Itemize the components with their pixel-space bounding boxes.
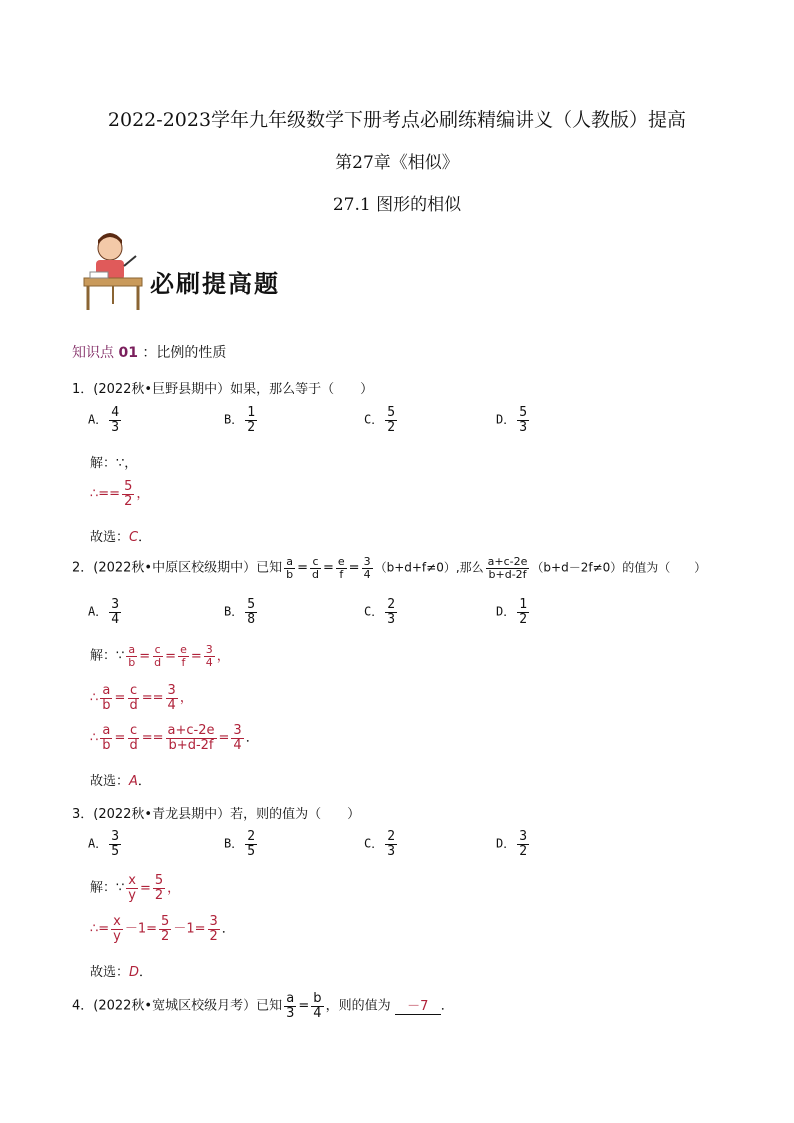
knowledge-point-heading	[72, 342, 226, 362]
q2-option-a[interactable]: A． $\frac{3}{4}$	[88, 597, 120, 627]
q3-option-c[interactable]: C． $\frac{2}{3}$	[364, 829, 396, 859]
q4-answer-blank[interactable]: －7	[395, 995, 441, 1015]
q1-option-d[interactable]: D． $\frac{5}{3}$	[496, 405, 528, 435]
banner-label: 必刷提高题	[150, 270, 280, 298]
chapter-title: 第27章《相似》	[335, 153, 459, 173]
student-at-desk-icon	[78, 226, 148, 316]
q1-option-a[interactable]: A． $\frac{4}{3}$	[88, 405, 120, 435]
q3-option-d[interactable]: D． $\frac{3}{2}$	[496, 829, 528, 859]
q2-answer: 故选：A．	[90, 774, 151, 789]
q3-solution-line2: ∴= $\frac{x}{y}$ －1= $\frac{5}{2}$ －1= $\frac{3}{2}$ ．	[90, 914, 235, 944]
document-title: 2022-2023学年九年级数学下册考点必刷练精编讲义（人教版）提高	[107, 109, 687, 131]
q4-stem: 4．(2022秋•宽城区校级月考）已知 $\frac{a}{3}$ = $\frac{b}{4}$ ，则的值为 －7 ．	[72, 991, 454, 1021]
q2-stem: 2．(2022秋•中原区校级期中）已知 $\frac{a}{b}$ = $\frac{c}{d}$ = $\frac{e}{f}$ = $\frac{3}{4}$ （b+d+f≠0）,那么 $\frac{a+c-2e}{b+d-2f}$ （b+d－2f≠0）的值为（ ）	[72, 555, 707, 581]
q1-option-c[interactable]: C． $\frac{5}{2}$	[364, 405, 396, 435]
q3-option-a[interactable]: A． $\frac{3}{5}$	[88, 829, 120, 859]
q3-answer: 故选：D．	[90, 965, 153, 980]
kp-number: 01	[118, 345, 138, 361]
q2-option-b[interactable]: B． $\frac{5}{8}$	[224, 597, 256, 627]
kp-name: ：比例的性质	[142, 345, 227, 361]
kp-label: 知识点	[72, 345, 114, 361]
q2-solution-line1: 解：∵ $\frac{a}{b}$ = $\frac{c}{d}$ = $\frac{e}{f}$ = $\frac{3}{4}$ ，	[90, 643, 230, 669]
q1-solution-line2: ∴== $\frac{5}{2}$ ，	[90, 479, 150, 509]
q3-solution-line1: 解：∵ $\frac{x}{y}$ = $\frac{5}{2}$ ，	[90, 873, 181, 903]
banner	[78, 226, 318, 316]
q1-answer: 故选：C．	[90, 530, 152, 545]
q1-option-b[interactable]: B． $\frac{1}{2}$	[224, 405, 256, 435]
q2-option-c[interactable]: C． $\frac{2}{3}$	[364, 597, 396, 627]
q2-option-d[interactable]: D． $\frac{1}{2}$	[496, 597, 528, 627]
q2-solution-line3: ∴ $\frac{a}{b}$ = $\frac{c}{d}$ == $\frac{a+c-2e}{b+d-2f}$ = $\frac{3}{4}$ ．	[90, 723, 259, 753]
q1-solution-line1: 解：∵，	[90, 456, 138, 471]
q3-option-b[interactable]: B． $\frac{2}{5}$	[224, 829, 256, 859]
q1-stem: 1．(2022秋•巨野县期中）如果，那么等于（ ）	[72, 382, 374, 397]
q3-stem: 3．(2022秋•青龙县期中）若，则的值为（ ）	[72, 807, 361, 822]
section-title: 27.1 图形的相似	[332, 195, 462, 215]
q2-solution-line2: ∴ $\frac{a}{b}$ = $\frac{c}{d}$ == $\frac{3}{4}$ ，	[90, 683, 193, 713]
